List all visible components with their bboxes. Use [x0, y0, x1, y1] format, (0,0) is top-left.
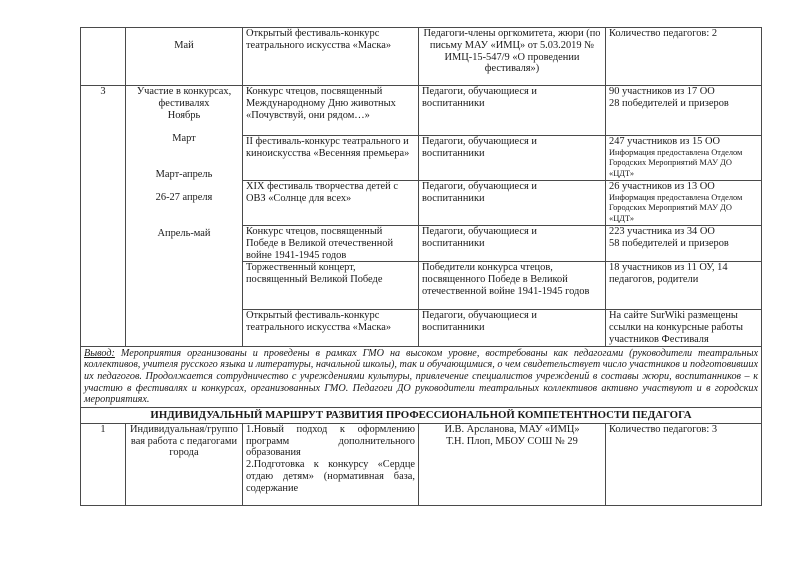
activity-table	[80, 27, 762, 506]
section-title-line2: фестивалях	[158, 97, 210, 109]
event-cell: Конкурс чтецов, посвященный Победе в Великой отечественной войне 1941-1945 годов	[243, 226, 419, 262]
result-cell	[606, 86, 762, 136]
period-march: Март	[172, 133, 196, 145]
period-april-26-27: 26-27 апреля	[155, 192, 213, 204]
result-cell: Количество педагогов: 3	[606, 423, 762, 505]
event-item-1: 1.Новый подход к оформлению программ дополнительного образования	[246, 423, 415, 459]
participants-cell	[419, 423, 606, 505]
conclusion-cell	[81, 346, 762, 407]
participants-cell: Педагоги-члены оргкомитета, жюри (по письму МАУ «ИМЦ» от 5.03.2019 № ИМЦ-15-547/9 «О проведении фестиваля»)	[419, 28, 606, 86]
event-cell: Торжественный концерт, посвященный Великой Победе	[243, 262, 419, 310]
participant-2: Т.Н. Плоп, МБОУ СОШ № 29	[446, 435, 578, 447]
result-main: 90 участников из 17 ОО	[609, 86, 715, 97]
table-row-individual	[81, 423, 762, 505]
event-cell: II фестиваль-конкурс театрального и киноискусства «Весенняя премьера»	[243, 136, 419, 181]
result-extra: 58 победителей и призеров	[609, 237, 729, 249]
conclusion-label: Вывод:	[84, 347, 115, 359]
row-number: 3	[81, 86, 126, 347]
participants-cell: Победители конкурса чтецов, посвященного Победе в Великой отечественной войне 1941-1945 годов	[419, 262, 606, 310]
result-cell: 18 участников из 11 ОУ, 14 педагогов, родители	[606, 262, 762, 310]
result-cell	[606, 181, 762, 226]
participants-cell: Педагоги, обучающиеся и воспитанники	[419, 181, 606, 226]
result-cell	[606, 226, 762, 262]
result-note: Информация предоставлена Отделом Городских Мероприятий МАУ ДО «ЦДТ»	[609, 192, 743, 223]
document-page	[80, 27, 761, 506]
event-cell: Открытый фестиваль-конкурс театрального искусства «Маска»	[243, 28, 419, 86]
section-title-line1: Участие в конкурсах,	[136, 86, 232, 97]
work-type-cell: Индивидуальная/групповая работа с педагогами города	[126, 423, 243, 505]
participants-cell: Педагоги, обучающиеся и воспитанники	[419, 136, 606, 181]
participants-cell: Педагоги, обучающиеся и воспитанники	[419, 310, 606, 346]
result-note: Информация предоставлена Отделом Городских Мероприятий МАУ ДО «ЦДТ»	[609, 147, 743, 178]
result-cell: Количество педагогов: 2	[606, 28, 762, 86]
result-main: 223 участника из 34 ОО	[609, 226, 715, 237]
event-cell: Открытый фестиваль-конкурс театрального искусства «Маска»	[243, 310, 419, 346]
period-march-april: Март-апрель	[155, 168, 213, 180]
participant-1: И.В. Арсланова, МАУ «ИМЦ»	[444, 423, 580, 435]
conclusion-text: Мероприятия организованы и проведены в рамках ГМО на высоком уровне, востребованы как педагогами (руководители театральных коллективов, учителя русского языка и литературы, начальной школы), так и обучающимися, о чем свидетельствует число участников и подготовивших их педагогов. Продолжается сотрудничество с учреждениями культуры, привлечение специалистов учреждений в составы жюри, воспитанников – к участию в фестивалях и конкурсах, организованных ГМО. Педагоги ДО руководители театральных коллективов активно участвуют и в городских мероприятиях.	[84, 347, 758, 406]
period-cell	[126, 28, 243, 86]
table-row-may	[81, 28, 762, 86]
period-april-may: Апрель-май	[157, 227, 211, 239]
participants-cell: Педагоги, обучающиеся и воспитанники	[419, 226, 606, 262]
table-row	[81, 86, 762, 136]
row-number	[81, 28, 126, 86]
event-cell: XIX фестиваль творчества детей с ОВЗ «Солнце для всех»	[243, 181, 419, 226]
result-cell: На сайте SurWiki размещены ссылки на конкурсные работы участников Фестиваля	[606, 310, 762, 346]
conclusion-row	[81, 346, 762, 407]
event-cell: Конкурс чтецов, посвященный Международному Дню животных «Почувствуй, они рядом…»	[243, 86, 419, 136]
result-main: 26 участников из 13 ОО	[609, 181, 715, 192]
event-item-2: 2.Подготовка к конкурсу «Сердце отдаю детям» (нормативная база, содержание	[246, 459, 415, 494]
period-text: Май	[174, 40, 194, 51]
row-number: 1	[81, 423, 126, 505]
event-cell	[243, 423, 419, 505]
section-heading: ИНДИВИДУАЛЬНЫЙ МАРШРУТ РАЗВИТИЯ ПРОФЕССИОНАЛЬНОЙ КОМПЕТЕНТНОСТИ ПЕДАГОГА	[81, 407, 762, 423]
result-extra: 28 победителей и призеров	[609, 97, 729, 109]
result-main: 247 участников из 15 ОО	[609, 136, 720, 147]
participants-cell: Педагоги, обучающиеся и воспитанники	[419, 86, 606, 136]
result-cell	[606, 136, 762, 181]
section-title-cell	[126, 86, 243, 347]
period-november: Ноябрь	[167, 109, 201, 121]
section-heading-row	[81, 407, 762, 423]
